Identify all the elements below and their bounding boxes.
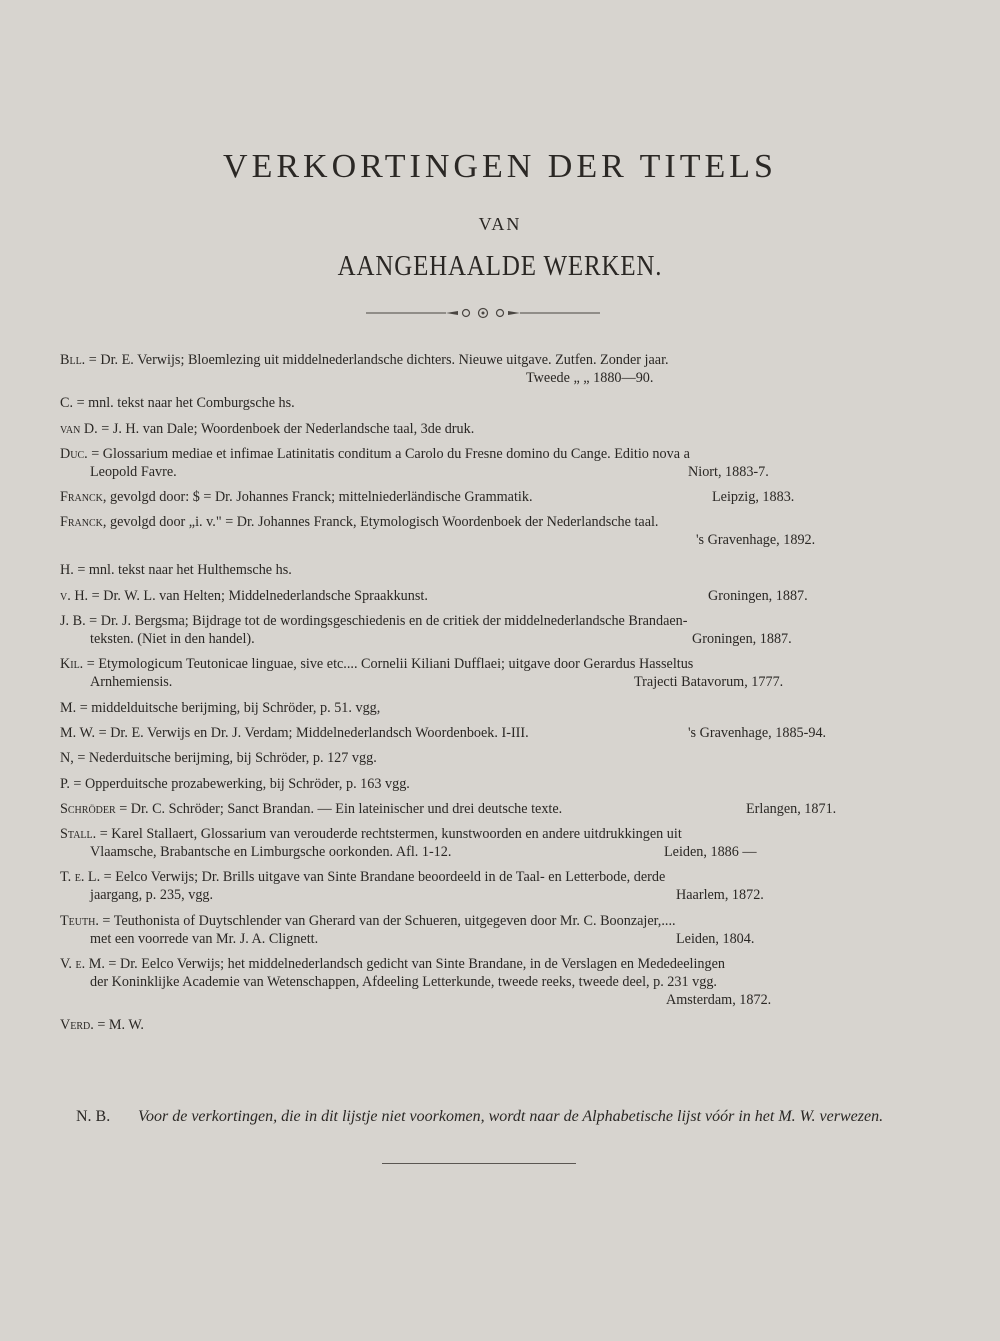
entry-abbreviation: Duc. — [60, 445, 88, 462]
entry-text: = Nederduitsche berijming, bij Schröder, p. 127 vgg. — [73, 750, 377, 767]
entry-abbreviation: Franck, — [60, 514, 107, 531]
entry-place: Niort, 1883-7. — [688, 463, 769, 480]
entry-abbreviation: C. — [60, 395, 74, 412]
entry-text: = J. H. van Dale; Woordenboek der Nederlandsche taal, 3de druk. — [97, 420, 475, 437]
list-item — [60, 420, 898, 438]
list-item — [60, 825, 898, 861]
entry-place: Amsterdam, 1872. — [666, 992, 772, 1009]
list-item — [60, 1016, 898, 1034]
entry-abbreviation: T. e. L. — [60, 869, 101, 886]
entry-abbreviation: M. — [60, 699, 77, 716]
entry-second-line: Leopold Favre. — [90, 463, 177, 480]
entry-text: = mnl. tekst naar het Comburgsche hs. — [73, 395, 295, 412]
entry-text: = M. W. — [93, 1017, 144, 1034]
entry-place: Haarlem, 1872. — [676, 887, 764, 904]
entry-place: 's Gravenhage, 1892. — [696, 532, 816, 549]
ornament-divider — [366, 306, 600, 320]
entry-second-line: Vlaamsche, Brabantsche en Limburgsche oorkonden. Afl. 1-12. — [90, 844, 452, 861]
entry-place: Leipzig, 1883. — [712, 489, 795, 506]
list-item — [60, 800, 898, 818]
list-item — [60, 587, 898, 605]
list-item — [60, 912, 898, 948]
entry-second-line: Tweede „ „ 1880—90. — [526, 370, 654, 386]
footnote-text: Voor de verkortingen, die in dit lijstje niet voorkomen, wordt naar de Alphabetische lijst vóór in het M. W. verwezen. — [138, 1108, 884, 1125]
entry-abbreviation: Stall. — [60, 826, 97, 843]
entry-text: = Dr. E. Verwijs; Bloemlezing uit middelnederlandsche dichters. Nieuwe uitgave. Zutfen. Zonder jaar. — [85, 352, 669, 368]
entry-abbreviation: Bll. — [60, 352, 86, 368]
entry-text: = Etymologicum Teutonicae linguae, sive etc.... Cornelii Kiliani Dufflaei; uitgave door Gerardus Hasseltus — [83, 656, 694, 673]
entry-abbreviation: Teuth. — [60, 912, 99, 929]
entry-place: 's Gravenhage, 1885-94. — [688, 724, 827, 741]
entry-text: = Dr. Eelco Verwijs; het middelnederlandsch gedicht van Sinte Brandane, in de Verslagen en Mededeelingen — [104, 956, 725, 973]
entry-abbreviation: P. — [60, 775, 70, 792]
entry-abbreviation: Franck, — [60, 489, 107, 506]
list-item — [60, 724, 898, 742]
list-item — [60, 775, 898, 793]
entry-place: Groningen, 1887. — [692, 631, 792, 648]
list-item — [60, 513, 898, 549]
list-item — [60, 655, 898, 691]
entry-text: = Dr. J. Bergsma; Bijdrage tot de wordingsgeschiedenis en de critiek der middelnederlandsche Brandaen- — [85, 613, 688, 630]
entry-text: = mnl. tekst naar het Hulthemsche hs. — [73, 562, 292, 579]
page-title: VERKORTINGEN DER TITELS — [223, 148, 777, 185]
page-subtitle: AANGEHAALDE WERKEN. — [337, 250, 663, 282]
entry-text: = Dr. W. L. van Helten; Middelnederlandsche Spraakkunst. — [88, 587, 428, 604]
entry-second-line: jaargang, p. 235, vgg. — [90, 887, 214, 904]
list-item — [60, 749, 898, 767]
entry-second-line: Arnhemiensis. — [90, 674, 173, 691]
entry-place: Trajecti Batavorum, 1777. — [634, 674, 784, 691]
entry-abbreviation: van D. — [60, 420, 98, 437]
list-item — [60, 561, 898, 579]
list-item — [60, 868, 898, 904]
entry-text: = Dr. C. Schröder; Sanct Brandan. — Ein lateinischer und drei deutsche texte. — [115, 800, 563, 817]
entry-abbreviation: v. H. — [60, 587, 89, 604]
entry-place: Erlangen, 1871. — [746, 800, 837, 817]
entry-abbreviation: Verd. — [60, 1017, 94, 1034]
entry-abbreviation: J. B. — [60, 613, 86, 630]
entry-text: = Eelco Verwijs; Dr. Brills uitgave van Sinte Brandane beoordeeld in de Taal- en Letterbode, derde — [100, 869, 666, 886]
entry-place: Leiden, 1886 — — [664, 844, 757, 861]
entry-second-line: der Koninklijke Academie van Wetenschappen, Afdeeling Letterkunde, tweede reeks, tweede deel, p. 231 vgg. — [90, 974, 717, 991]
entry-text: = Karel Stallaert, Glossarium van verouderde rechtstermen, kunstwoorden en andere uitdrukkingen uit — [96, 826, 682, 843]
entry-place: Groningen, 1887. — [708, 587, 808, 604]
entry-abbreviation: V. e. M. — [60, 956, 105, 973]
entry-second-line: teksten. (Niet in den handel). — [90, 631, 255, 648]
list-item — [60, 351, 898, 387]
entry-text: = Glossarium mediae et infimae Latinitatis conditum a Carolo du Fresne domino du Cange. Editio nova a — [87, 445, 690, 462]
entry-abbreviation: H. — [60, 562, 74, 579]
entry-second-line: met een voorrede van Mr. J. A. Clignett. — [90, 930, 319, 947]
footnote-label: N. B. — [76, 1108, 111, 1125]
entry-abbreviation: N, — [60, 750, 74, 767]
list-item — [60, 445, 898, 481]
list-item — [60, 394, 898, 412]
list-item — [60, 612, 898, 648]
entry-text: gevolgd door „i. v." = Dr. Johannes Franck, Etymologisch Woordenboek der Nederlandsche taal. — [106, 514, 659, 531]
list-item — [60, 488, 898, 506]
list-item — [60, 955, 898, 1009]
entry-text: = Dr. E. Verwijs en Dr. J. Verdam; Middelnederlandsch Woordenboek. I-III. — [95, 724, 529, 741]
entry-abbreviation: Kil. — [60, 656, 84, 673]
closing-rule — [382, 1163, 576, 1164]
list-item — [60, 699, 898, 717]
entry-abbreviation: M. W. — [60, 724, 96, 741]
entry-text: = Teuthonista of Duytschlender van Gherard van der Schueren, uitgegeven door Mr. C. Boonzajer,.... — [98, 912, 676, 929]
footnote — [76, 1104, 906, 1129]
entry-abbreviation: Schröder — [60, 800, 116, 817]
page-title-connector: VAN — [478, 214, 522, 234]
entry-place: Leiden, 1804. — [676, 930, 755, 947]
entry-text: = middelduitsche berijming, bij Schröder, p. 51. vgg, — [76, 699, 381, 716]
abbreviation-list — [60, 351, 898, 1042]
entry-text: gevolgd door: $ = Dr. Johannes Franck; mittelniederländische Grammatik. — [106, 489, 533, 506]
entry-text: = Opperduitsche prozabewerking, bij Schröder, p. 163 vgg. — [69, 775, 410, 792]
